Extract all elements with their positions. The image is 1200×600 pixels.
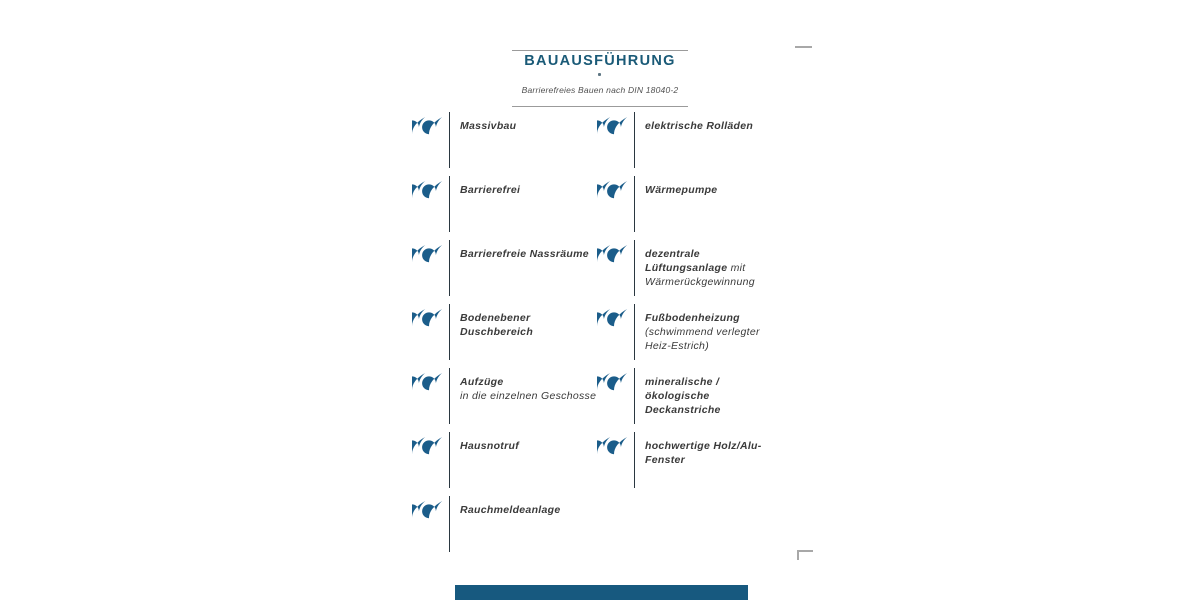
quote-icon xyxy=(412,245,443,269)
item-text xyxy=(634,112,783,168)
quote-icon xyxy=(597,309,628,333)
item-text-primary: Aufzüge xyxy=(460,376,504,388)
list-item xyxy=(597,368,783,424)
item-text xyxy=(634,304,783,360)
quote-icon xyxy=(412,437,443,461)
item-text-primary: Barrierefreie Nassräume xyxy=(460,248,589,260)
item-text xyxy=(634,432,783,488)
list-item xyxy=(412,368,598,424)
item-text-primary: Barrierefrei xyxy=(460,184,521,196)
feature-column-left xyxy=(412,112,598,560)
list-item xyxy=(412,432,598,488)
item-text-primary: Rauchmeldeanlage xyxy=(460,504,561,516)
item-text xyxy=(634,176,783,232)
quote-icon xyxy=(597,117,628,141)
header-rule-bottom xyxy=(512,106,688,107)
page-title: BAUAUSFÜHRUNG xyxy=(524,53,676,69)
list-item xyxy=(597,176,783,232)
list-item xyxy=(412,304,598,360)
list-item xyxy=(412,240,598,296)
item-text-primary: Fußbodenheizung xyxy=(645,312,740,324)
item-text xyxy=(449,176,598,232)
quote-icon xyxy=(597,437,628,461)
crop-mark-bottom-right xyxy=(797,550,813,552)
item-text xyxy=(634,368,783,424)
quote-icon xyxy=(412,181,443,205)
quote-icon xyxy=(412,117,443,141)
quote-icon xyxy=(597,181,628,205)
header-rule-top xyxy=(512,50,688,51)
item-text xyxy=(449,112,598,168)
list-item xyxy=(597,240,783,296)
list-item xyxy=(597,112,783,168)
item-text-primary: dezentrale Lüftungsanlage xyxy=(645,248,728,274)
item-text-primary: Bodenebener Duschbereich xyxy=(460,312,534,338)
crop-mark-top-right xyxy=(795,46,812,48)
list-item xyxy=(597,304,783,360)
item-text-primary: hochwertige Holz/Alu-Fenster xyxy=(645,440,762,466)
item-text xyxy=(634,240,783,296)
item-text-primary: Wärmepumpe xyxy=(645,184,718,196)
item-text-secondary: (schwimmend verlegter Heiz-Estrich) xyxy=(645,326,760,352)
title-separator-dot xyxy=(598,73,601,76)
item-text-secondary: in die einzelnen Geschosse xyxy=(460,390,597,402)
item-text-primary: Hausnotruf xyxy=(460,440,519,452)
quote-icon xyxy=(412,309,443,333)
item-text-secondary: mit Wärmerückgewinnung xyxy=(645,262,755,288)
item-text xyxy=(449,432,598,488)
crop-mark-bottom-right-tick xyxy=(797,550,799,560)
page-subtitle: Barrierefreies Bauen nach DIN 18040-2 xyxy=(521,85,679,95)
list-item xyxy=(412,112,598,168)
list-item xyxy=(597,432,783,488)
feature-column-right xyxy=(597,112,783,496)
item-text xyxy=(449,240,598,296)
item-text xyxy=(449,304,598,360)
list-item xyxy=(412,176,598,232)
item-text xyxy=(449,368,598,424)
quote-icon xyxy=(597,245,628,269)
item-text-primary: mineralische / ökologische Deckanstriche xyxy=(645,376,721,416)
quote-icon xyxy=(412,501,443,525)
item-text xyxy=(449,496,598,552)
quote-icon xyxy=(412,373,443,397)
footer-bar xyxy=(455,585,748,600)
quote-icon xyxy=(597,373,628,397)
item-text-primary: elektrische Rolläden xyxy=(645,120,754,132)
list-item xyxy=(412,496,598,552)
item-text-primary: Massivbau xyxy=(460,120,517,132)
